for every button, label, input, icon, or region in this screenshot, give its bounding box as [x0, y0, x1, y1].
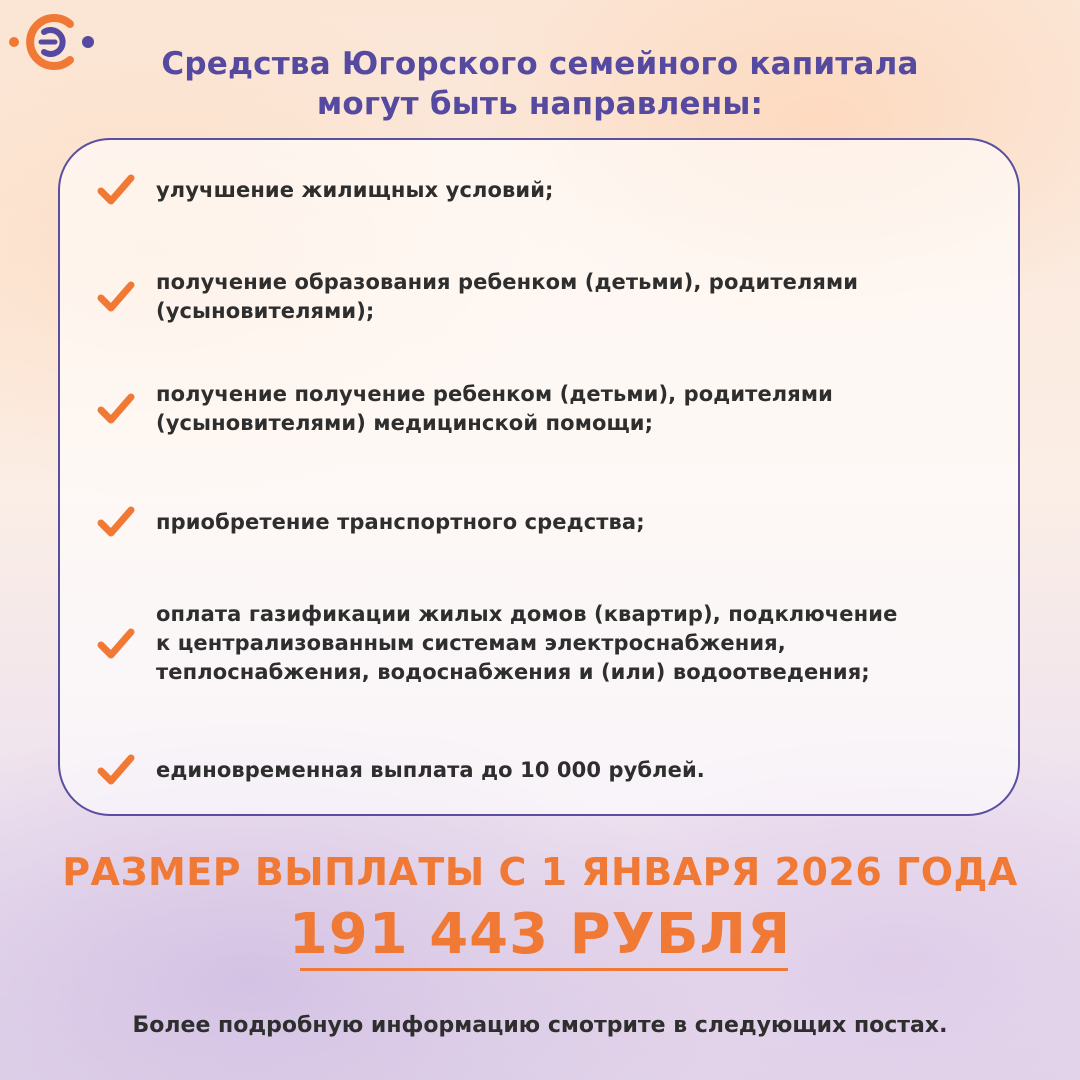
list-item-line: приобретение транспортного средства; [156, 509, 645, 534]
list-item-line: получение образования ребенком (детьми), родителями [156, 270, 859, 294]
list-item-text [156, 380, 833, 438]
checkmark-icon [96, 624, 136, 664]
list-item-line: получение получение ребенком (детьми), родителями [156, 382, 833, 406]
title-line-1: Средства Югорского семейного капитала [161, 46, 919, 82]
list-item [96, 750, 996, 790]
checkmark-icon [96, 502, 136, 542]
list-item [96, 380, 996, 438]
list-item-line: к централизованным системам электроснабжения, [156, 631, 786, 655]
title-line-2: могут быть направлены: [316, 86, 764, 122]
payment-amount-caption: РАЗМЕР ВЫПЛАТЫ С 1 ЯНВАРЯ 2026 ГОДА [62, 850, 1018, 894]
list-item-text [156, 756, 705, 785]
directions-card [58, 138, 1020, 816]
list-item-line: теплоснабжения, водоснабжения и (или) водоотведения; [156, 660, 870, 684]
list-item-line: единовременная выплата до 10 000 рублей. [156, 757, 705, 782]
list-item-text [156, 176, 554, 205]
list-item-line: (усыновителями) медицинской помощи; [156, 411, 654, 435]
list-item-line: (усыновителями); [156, 299, 375, 323]
checkmark-icon [96, 170, 136, 210]
checkmark-icon [96, 389, 136, 429]
checkmark-icon [96, 750, 136, 790]
payment-amount-value: 191 443 РУБЛЯ [288, 902, 792, 967]
list-item-text [156, 268, 858, 326]
list-item [96, 600, 996, 687]
list-item [96, 268, 996, 326]
list-item-text [156, 508, 645, 537]
list-item-text [156, 600, 897, 687]
amount-underline-divider [300, 968, 788, 971]
list-item-line: оплата газификации жилых домов (квартир), подключение [156, 602, 898, 626]
footer-note: Более подробную информацию смотрите в следующих постах. [132, 1013, 948, 1038]
list-item [96, 170, 996, 210]
list-item-line: улучшение жилищных условий; [156, 177, 554, 202]
checkmark-icon [96, 277, 136, 317]
list-item [96, 502, 996, 542]
page-title [0, 44, 1080, 124]
